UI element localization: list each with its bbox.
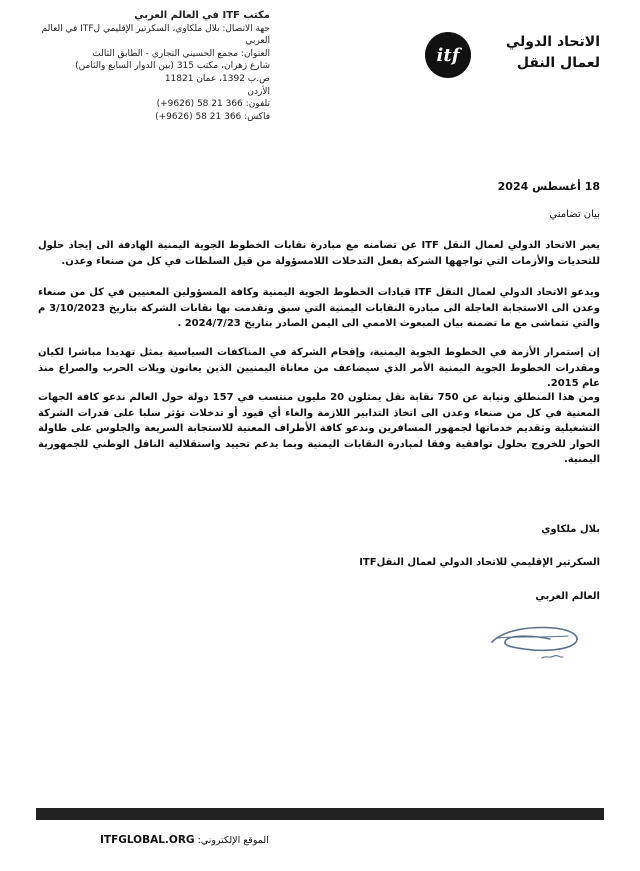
signatory-title: السكرتير الإقليمي للاتحاد الدولي لعمال النقلITF bbox=[359, 557, 600, 568]
logo-line-1: الاتحاد الدولي bbox=[505, 34, 600, 50]
signatory-name: بلال ملكاوي bbox=[541, 524, 600, 535]
itf-logo-mark-icon bbox=[423, 30, 473, 80]
letter-subject: بيان تضامني bbox=[549, 209, 600, 220]
address-line-1: العنوان: مجمع الحسيني التجاري - الطابق الثالث bbox=[92, 48, 270, 59]
itf-logo bbox=[410, 30, 600, 82]
contact-person: جهة الاتصال: بلال ملكاوي، السكرتير الإقليمي لITF في العالم العربي bbox=[41, 23, 270, 47]
logo-wordmark bbox=[480, 32, 600, 74]
paragraph-4: ومن هذا المنطلق ونيابة عن 750 نقابة نقل يمثلون 20 مليون منتسب في 157 دولة حول العالم ندعو كافة الجهات المعنية في كل من صنعاء وعدن الى اتخاذ التدابير اللازمة والغاء أي قيود أو تدخلات تؤثر سلبا على قدرات الشركة التشغيلية وتقديم خدماتها لجمهور المسافرين وندعو كافة الأطراف المعنية للاستجابة السريعة والجلوس على طاولة الحوار للخروج بحلول توافقية وفقا لمبادرة النقابات اليمنية وبما يدعم تحييد واستقلالية الناقل الوطني للجمهورية اليمنية. bbox=[38, 392, 600, 465]
paragraph-2: ويدعو الاتحاد الدولي لعمال النقل ITF قيادات الخطوط الجوية اليمنية وكافة المسؤولين المعنيين في كل من صنعاء وعدن الى الاستجابة العاجلة الى مبادرة النقابات اليمنية التي سبق وتقدمت بها نقابات الشركة بتاريخ 3/10/2023 م والتي تتماشى مع ما تضمنه بيان المبعوث الاممي الى اليمن الصادر بتاريخ 2024/7/23 . bbox=[38, 287, 600, 329]
country: الأردن bbox=[247, 86, 270, 97]
footer-website-line bbox=[100, 834, 269, 846]
letter-date: 18 أغسطس 2024 bbox=[497, 180, 600, 193]
handwritten-signature bbox=[484, 612, 584, 667]
footer-rule bbox=[36, 808, 604, 820]
paragraph-3: إن إستمرار الأزمة في الخطوط الجوية اليمنية، وإقحام الشركة في المناكفات السياسية يمثل تهديدا مباشرا لكيان ومقدرات الخطوط الجوية اليمنية الأمر الذي سيضاعف من معاناة اليمنيين الذين يعانون ويلات الحرب والصراع منذ عام 2015. bbox=[38, 347, 600, 389]
fax: فاكس: 366 21 58 (9626+) bbox=[155, 111, 270, 122]
office-name: مكتب ITF في العالم العربي bbox=[134, 10, 270, 21]
logo-mark-text: itf bbox=[436, 45, 460, 66]
address-line-3: ص.ب 1392، عمان 11821 bbox=[164, 73, 270, 84]
address-line-2: شارع زهران، مكتب 315 (بين الدوار السابع والثامن) bbox=[75, 61, 270, 72]
website-link[interactable]: ITFGLOBAL.ORG bbox=[100, 834, 195, 846]
contact-block bbox=[38, 10, 270, 123]
signatory-region: العالم العربي bbox=[535, 591, 600, 602]
website-label: الموقع الإلكتروني: bbox=[197, 835, 269, 846]
paragraph-1: يعبر الاتحاد الدولي لعمال النقل ITF عن تضامنه مع مبادرة نقابات الخطوط الجوية اليمنية الهادفة الى إيجاد حلول للتحديات والأزمات التي تواجهها الشركة بفعل التدخلات اللامسؤولة من قبل السلطات في كل من صنعاء وعدن. bbox=[38, 240, 600, 267]
logo-line-2: لعمال النقل bbox=[516, 55, 600, 71]
phone: تلفون: 366 21 58 (9626+) bbox=[156, 99, 270, 110]
